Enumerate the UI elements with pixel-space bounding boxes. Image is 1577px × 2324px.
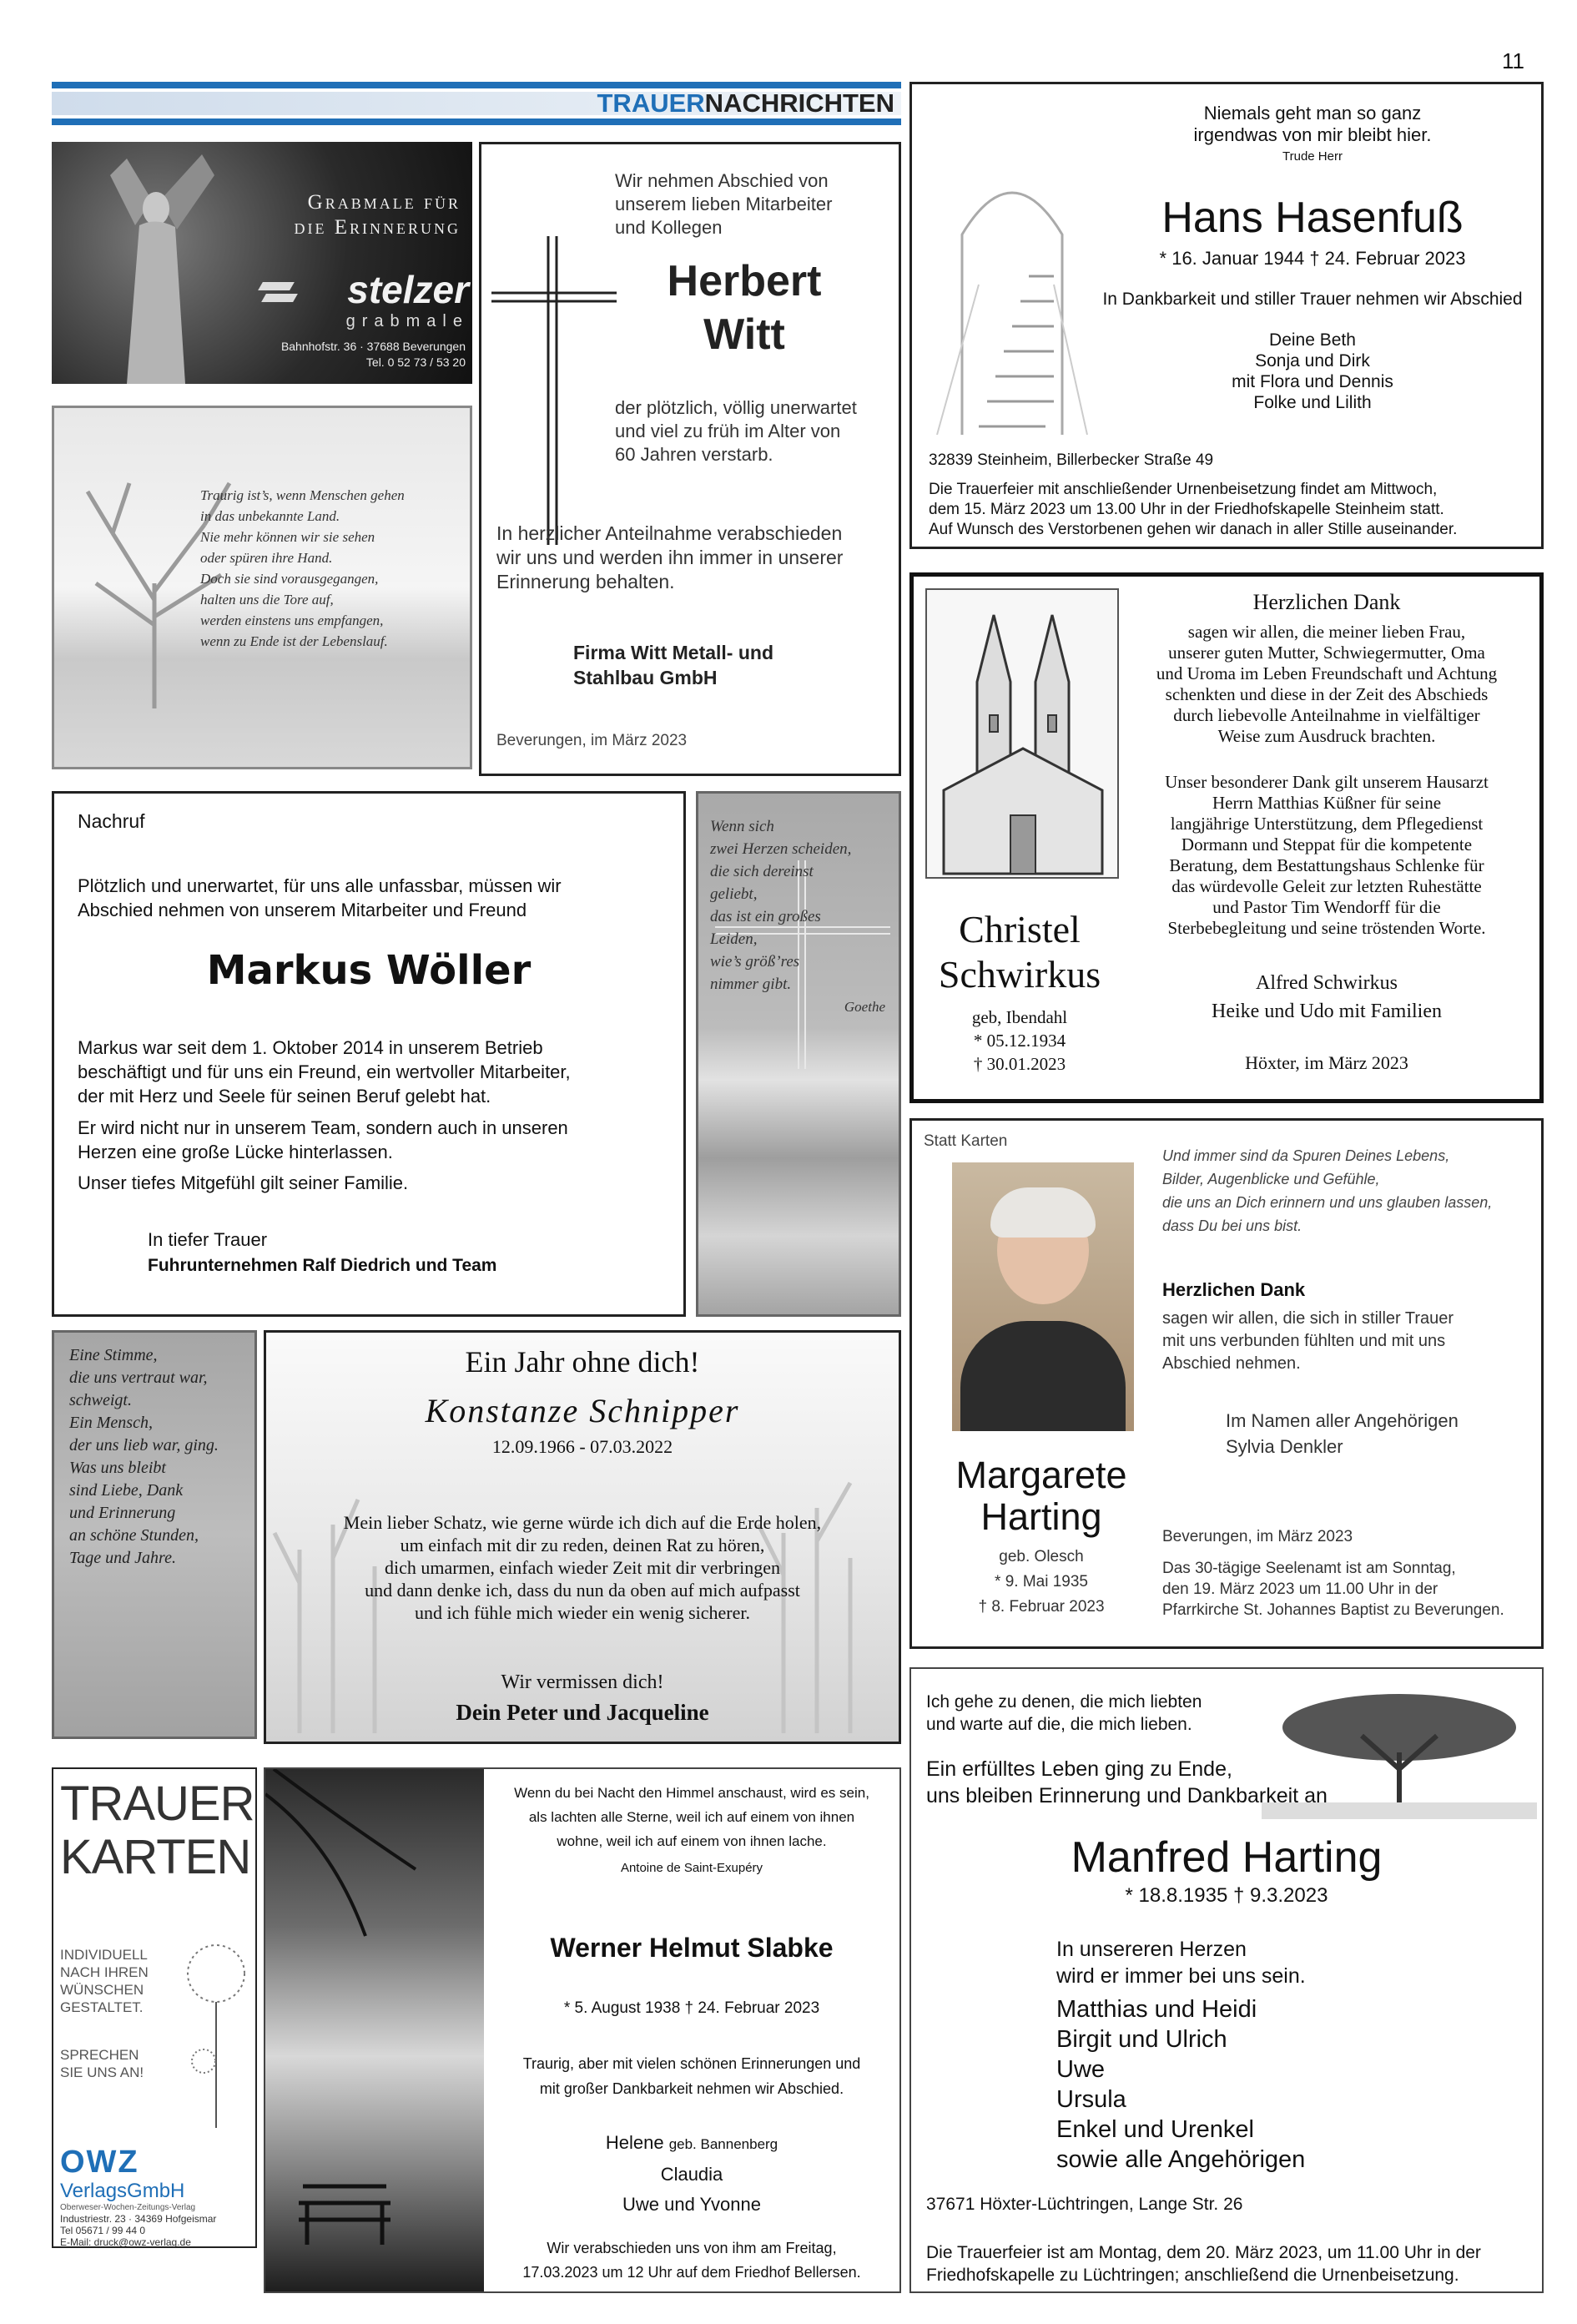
margarete-quote-line: Und immer sind da Spuren Deines Lebens, bbox=[1162, 1147, 1450, 1164]
slabke-quote-author: Antoine de Saint-Exupéry bbox=[620, 1861, 763, 1875]
owz-slogan-line: GESTALTET. bbox=[60, 1999, 144, 2015]
woeller-notice bbox=[52, 791, 686, 1317]
margarete-text-line: Abschied nehmen. bbox=[1162, 1354, 1301, 1373]
poem-line: werden einstens uns empfangen, bbox=[200, 613, 384, 628]
slabke-family-1b: geb. Bannenberg bbox=[668, 2136, 778, 2152]
slabke-family-1: Helene bbox=[605, 2132, 664, 2153]
schwirkus-place-date: Höxter, im März 2023 bbox=[1245, 1052, 1408, 1073]
stelzer-address: Bahnhofstr. 36 · 37688 Beverungen bbox=[280, 340, 466, 353]
schwirkus-text1-line: Weise zum Ausdruck brachten. bbox=[1217, 726, 1436, 746]
slabke-notice bbox=[264, 1767, 901, 2293]
slabke-quote-line: Wenn du bei Nacht den Himmel anschaust, wird es sein, bbox=[514, 1785, 869, 1801]
poem-line: Nie mehr können wir sie sehen bbox=[200, 529, 375, 545]
dandelion-icon bbox=[170, 1936, 254, 2128]
hasenfuss-quote-line: Niemals geht man so ganz bbox=[1203, 103, 1422, 124]
goethe-author: Goethe bbox=[844, 999, 885, 1015]
witt-last-name: Witt bbox=[703, 310, 785, 359]
poem2-line: schweigt. bbox=[69, 1391, 132, 1409]
schwirkus-first-name: Christel bbox=[959, 908, 1081, 950]
hasenfuss-ceremony-line: Auf Wunsch des Verstorbenen gehen wir danach in aller Stille auseinander. bbox=[929, 521, 1458, 538]
witt-text-line: der plötzlich, völlig unerwartet bbox=[615, 397, 857, 418]
goethe-line: Leiden, bbox=[710, 930, 758, 948]
hasenfuss-family-line: Sonja und Dirk bbox=[1255, 351, 1370, 371]
goethe-line: Wenn sich bbox=[710, 818, 774, 835]
margarete-harting-notice bbox=[909, 1118, 1544, 1649]
stelzer-title-line1: Grabmale für bbox=[307, 191, 461, 214]
stelzer-title-line2: die Erinnerung bbox=[294, 216, 461, 239]
owz-company-sub: Oberweser-Wochen-Zeitungs-Verlag bbox=[60, 2203, 196, 2212]
owz-phone: Tel 05671 / 99 44 0 bbox=[60, 2225, 146, 2236]
margarete-death: † 8. Februar 2023 bbox=[978, 1598, 1105, 1616]
poem-line: wenn zu Ende ist der Lebenslauf. bbox=[200, 633, 388, 649]
owz-company: VerlagsGmbH bbox=[60, 2180, 185, 2202]
hasenfuss-quote-author: Trude Herr bbox=[1282, 149, 1343, 164]
margarete-birth: * 9. Mai 1935 bbox=[995, 1573, 1088, 1591]
woeller-intro-line: Abschied nehmen von unserem Mitarbeiter und Freund bbox=[78, 900, 527, 920]
hasenfuss-dates: * 16. Januar 1944 † 24. Februar 2023 bbox=[1159, 248, 1466, 269]
goethe-line: wie’s größ’res bbox=[710, 953, 800, 970]
schnipper-text-line: um einfach mit dir zu reden, deinen Rat zu hören, bbox=[400, 1535, 765, 1555]
slabke-name: Werner Helmut Slabke bbox=[550, 1933, 834, 1963]
stelzer-brand: stelzer bbox=[347, 268, 469, 311]
margarete-quote-line: dass Du bei uns bist. bbox=[1162, 1217, 1302, 1234]
goethe-line: nimmer gibt. bbox=[710, 975, 792, 993]
poem-tree-notice bbox=[52, 406, 472, 769]
schnipper-sign: Dein Peter und Jacqueline bbox=[456, 1700, 709, 1725]
schwirkus-text2-line: Unser besonderer Dank gilt unserem Hausarzt bbox=[1165, 772, 1489, 792]
manfred-family-line: Enkel und Urenkel bbox=[1056, 2116, 1254, 2143]
poem2-line: Ein Mensch, bbox=[69, 1414, 153, 1432]
page-number: 11 bbox=[1502, 48, 1524, 73]
owz-slogan-line: NACH IHREN bbox=[60, 1964, 149, 1980]
schwirkus-signed-1: Alfred Schwirkus bbox=[1256, 972, 1398, 994]
schwirkus-notice bbox=[909, 572, 1544, 1103]
witt-closing-line: wir uns und werden ihn immer in unserer bbox=[496, 547, 844, 568]
schwirkus-text1-line: schenkten und diese in der Zeit des Abschieds bbox=[1165, 684, 1489, 704]
angel-statue-image bbox=[77, 150, 227, 384]
witt-closing-line: In herzlicher Anteilnahme verabschieden bbox=[496, 522, 843, 544]
poem2-line: Eine Stimme, bbox=[69, 1346, 158, 1364]
manfred-family-line: sowie alle Angehörigen bbox=[1056, 2146, 1306, 2173]
witt-closing-line: Erinnerung behalten. bbox=[496, 571, 675, 592]
hasenfuss-family-line: mit Flora und Dennis bbox=[1232, 372, 1393, 391]
slabke-farewell-line: Wir verabschieden uns von ihm am Freitag, bbox=[547, 2240, 837, 2256]
margarete-mass-line: Pfarrkirche St. Johannes Baptist zu Beverungen. bbox=[1162, 1601, 1504, 1619]
schwirkus-birth: * 05.12.1934 bbox=[973, 1031, 1066, 1051]
woeller-text1-line: beschäftigt und für uns ein Freund, ein wertvoller Mitarbeiter, bbox=[78, 1061, 571, 1082]
schwirkus-text2-line: Herrn Matthias Küßner für seine bbox=[1212, 793, 1442, 813]
witt-intro-line: Wir nehmen Abschied von bbox=[615, 170, 829, 191]
hasenfuss-address: 32839 Steinheim, Billerbecker Straße 49 bbox=[929, 451, 1214, 469]
manfred-family-line: Uwe bbox=[1056, 2056, 1106, 2083]
goethe-line: zwei Herzen scheiden, bbox=[710, 840, 852, 858]
schnipper-text-line: Mein lieber Schatz, wie gerne würde ich dich auf die Erde holen, bbox=[343, 1512, 822, 1533]
stelzer-logo-icon bbox=[260, 275, 295, 310]
owz-ad bbox=[52, 1767, 257, 2248]
statt-karten-label: Statt Karten bbox=[924, 1132, 1008, 1150]
poem2-line: Was uns bleibt bbox=[69, 1459, 166, 1477]
slabke-text-line: mit großer Dankbarkeit nehmen wir Abschied. bbox=[539, 2080, 844, 2097]
woeller-intro-line: Plötzlich und unerwartet, für uns alle unfassbar, müssen wir bbox=[78, 875, 562, 896]
schwirkus-text1-line: durch liebevolle Anteilnahme in vielfältiger bbox=[1173, 705, 1480, 725]
woeller-text1-line: der mit Herz und Seele für seinen Beruf gelebt hat. bbox=[78, 1086, 491, 1107]
owz-address: Industriestr. 23 · 34369 Hofgeismar bbox=[60, 2213, 217, 2225]
manfred-quote-line: und warte auf die, die mich lieben. bbox=[926, 1715, 1192, 1734]
manfred-family-line: Ursula bbox=[1056, 2086, 1126, 2113]
manfred-hearts-line: In unsereren Herzen bbox=[1056, 1938, 1247, 1961]
schwirkus-born-name: geb, Ibendahl bbox=[971, 1007, 1068, 1027]
poem-line: in das unbekannte Land. bbox=[200, 508, 340, 524]
schnipper-text-line: und ich fühle mich wieder ein wenig sicherer. bbox=[415, 1602, 750, 1623]
stairway-image bbox=[929, 118, 1096, 435]
margarete-sign-2: Sylvia Denkler bbox=[1226, 1436, 1343, 1457]
schwirkus-text2-line: langjährige Unterstützung, dem Pflegedienst bbox=[1170, 814, 1484, 834]
owz-logo: OWZ bbox=[60, 2145, 139, 2180]
manfred-harting-notice bbox=[909, 1667, 1544, 2293]
margarete-quote-line: Bilder, Augenblicke und Gefühle, bbox=[1162, 1171, 1380, 1187]
schnipper-name: Konstanze Schnipper bbox=[425, 1392, 740, 1429]
woeller-name: Markus Wöller bbox=[206, 947, 532, 994]
stelzer-ad bbox=[52, 142, 472, 384]
stelzer-sub: grabmale bbox=[345, 312, 469, 330]
schwirkus-signed-2: Heike und Udo mit Familien bbox=[1212, 1001, 1442, 1022]
woeller-text3: Unser tiefes Mitgefühl gilt seiner Familie. bbox=[78, 1172, 409, 1193]
margarete-born-name: geb. Olesch bbox=[999, 1548, 1084, 1565]
schnipper-miss: Wir vermissen dich! bbox=[501, 1671, 664, 1693]
schnipper-text-line: dich umarmen, einfach wieder Zeit mit dir verbringen bbox=[384, 1557, 781, 1578]
manfred-hearts-line: wird er immer bei uns sein. bbox=[1056, 1964, 1306, 1988]
portrait-photo bbox=[952, 1162, 1134, 1431]
witt-first-name: Herbert bbox=[667, 257, 822, 305]
slabke-family-2: Claudia bbox=[660, 2164, 723, 2185]
goethe-line: die sich dereinst bbox=[710, 863, 814, 880]
witt-company-line: Stahlbau GmbH bbox=[573, 667, 718, 688]
hasenfuss-family-line: Deine Beth bbox=[1269, 330, 1356, 350]
margarete-mass-line: den 19. März 2023 um 11.00 Uhr in der bbox=[1162, 1580, 1438, 1598]
schwirkus-death: † 30.01.2023 bbox=[973, 1054, 1066, 1074]
schwirkus-last-name: Schwirkus bbox=[938, 953, 1101, 996]
owz-call-line: SIE UNS AN! bbox=[60, 2064, 144, 2080]
poem-line: Doch sie sind vorausgegangen, bbox=[200, 571, 379, 587]
schwirkus-text1-line: unserer guten Mutter, Schwiegermutter, Oma bbox=[1168, 643, 1485, 663]
margarete-heading: Herzlichen Dank bbox=[1162, 1279, 1306, 1300]
manfred-name: Manfred Harting bbox=[1071, 1833, 1383, 1882]
section-header bbox=[52, 82, 901, 125]
margarete-last-name: Harting bbox=[980, 1495, 1102, 1538]
manfred-family-line: Matthias und Heidi bbox=[1056, 1996, 1257, 2023]
section-title-part2: NACHRICHTEN bbox=[704, 88, 894, 118]
manfred-ceremony-line: Die Trauerfeier ist am Montag, dem 20. März 2023, um 11.00 Uhr in der bbox=[926, 2243, 1481, 2262]
owz-slogan-line: WÜNSCHEN bbox=[60, 1982, 144, 1998]
owz-big-2: KARTEN bbox=[60, 1830, 251, 1884]
goethe-poem-notice bbox=[696, 791, 901, 1317]
hasenfuss-quote-line: irgendwas von mir bleibt hier. bbox=[1193, 124, 1432, 145]
margarete-quote-line: die uns an Dich erinnern und uns glauben lassen, bbox=[1162, 1194, 1493, 1211]
owz-slogan-line: INDIVIDUELL bbox=[60, 1947, 148, 1963]
schwirkus-text2-line: Beratung, dem Bestattungshaus Schlenke für bbox=[1169, 855, 1484, 875]
schwirkus-text2-line: das würdevolle Geleit zur letzten Ruhestätte bbox=[1171, 876, 1482, 896]
schnipper-text-line: und dann denke ich, dass du nun da oben auf mich aufpasst bbox=[365, 1580, 800, 1601]
woeller-text2-line: Er wird nicht nur in unserem Team, sondern auch in unseren bbox=[78, 1117, 568, 1138]
manfred-address: 37671 Höxter-Lüchtringen, Lange Str. 26 bbox=[926, 2195, 1243, 2214]
witt-notice bbox=[479, 142, 901, 776]
slabke-farewell-line: 17.03.2023 um 12 Uhr auf dem Friedhof Bellersen. bbox=[522, 2264, 861, 2281]
hasenfuss-family-line: Folke und Lilith bbox=[1253, 393, 1372, 412]
poem2-line: an schöne Stunden, bbox=[69, 1526, 199, 1545]
goethe-line: geliebt, bbox=[710, 885, 758, 903]
margarete-text-line: sagen wir allen, die sich in stiller Trauer bbox=[1162, 1309, 1454, 1328]
witt-place-date: Beverungen, im März 2023 bbox=[496, 732, 688, 749]
slabke-text-line: Traurig, aber mit vielen schönen Erinnerungen und bbox=[522, 2055, 861, 2072]
section-title-part1: TRAUER bbox=[597, 88, 705, 118]
hasenfuss-notice bbox=[909, 82, 1544, 549]
manfred-quote-line: Ich gehe zu denen, die mich liebten bbox=[926, 1692, 1202, 1711]
poem2-line: die uns vertraut war, bbox=[69, 1369, 208, 1387]
owz-big-1: TRAUER bbox=[60, 1777, 254, 1831]
slabke-quote-line: als lachten alle Sterne, weil ich auf einem von ihnen bbox=[528, 1809, 855, 1825]
manfred-intro-line: uns bleiben Erinnerung und Dankbarkeit an bbox=[926, 1784, 1328, 1807]
slabke-quote-line: wohne, weil ich auf einem von ihnen lache. bbox=[557, 1833, 827, 1849]
slabke-family-3: Uwe und Yvonne bbox=[622, 2194, 761, 2215]
schwirkus-heading: Herzlichen Dank bbox=[1252, 590, 1401, 614]
hasenfuss-ceremony-line: dem 15. März 2023 um 13.00 Uhr in der Friedhofskapelle Steinheim statt. bbox=[929, 501, 1444, 518]
church-drawing-image bbox=[925, 588, 1119, 879]
woeller-text2-line: Herzen eine große Lücke hinterlassen. bbox=[78, 1142, 393, 1162]
stelzer-phone: Tel. 0 52 73 / 53 20 bbox=[365, 355, 466, 369]
schwirkus-text1-line: sagen wir allen, die meiner lieben Frau, bbox=[1187, 622, 1466, 642]
woeller-sign-1: In tiefer Trauer bbox=[148, 1229, 268, 1250]
hasenfuss-text: In Dankbarkeit und stiller Trauer nehmen wir Abschied bbox=[1102, 290, 1523, 309]
poem-line: halten uns die Tore auf, bbox=[200, 592, 334, 607]
hasenfuss-name: Hans Hasenfuß bbox=[1161, 194, 1464, 242]
owz-email: E-Mail: druck@owz-verlag.de bbox=[60, 2236, 191, 2248]
poem2-line: und Erinnerung bbox=[69, 1504, 176, 1522]
owz-call-line: SPRECHEN bbox=[60, 2047, 139, 2063]
witt-intro-line: und Kollegen bbox=[615, 217, 723, 238]
poem-gray-notice bbox=[52, 1330, 257, 1739]
slabke-dates: * 5. August 1938 † 24. Februar 2023 bbox=[563, 1999, 820, 2017]
poem-line: oder spüren ihre Hand. bbox=[200, 550, 333, 566]
schwirkus-text2-line: und Pastor Tim Wendorff für die bbox=[1212, 897, 1441, 917]
margarete-first-name: Margarete bbox=[955, 1454, 1127, 1496]
manfred-family-line: Birgit und Ulrich bbox=[1056, 2026, 1227, 2053]
schwirkus-text2-line: Sterbebegleitung und seine tröstenden Worte. bbox=[1167, 918, 1486, 938]
witt-text-line: 60 Jahren verstarb. bbox=[615, 444, 773, 465]
margarete-sign-1: Im Namen aller Angehörigen bbox=[1226, 1410, 1459, 1431]
poem2-line: sind Liebe, Dank bbox=[69, 1481, 184, 1500]
witt-intro-line: unserem lieben Mitarbeiter bbox=[615, 194, 833, 214]
witt-text-line: und viel zu früh im Alter von bbox=[615, 421, 841, 441]
schwirkus-text1-line: und Uroma im Leben Freundschaft und Achtung bbox=[1156, 663, 1498, 683]
margarete-place-date: Beverungen, im März 2023 bbox=[1162, 1528, 1353, 1545]
cross-icon bbox=[491, 236, 617, 545]
woeller-text1-line: Markus war seit dem 1. Oktober 2014 in unserem Betrieb bbox=[78, 1037, 543, 1058]
schnipper-notice bbox=[264, 1330, 901, 1744]
manfred-intro-line: Ein erfülltes Leben ging zu Ende, bbox=[926, 1757, 1232, 1781]
woeller-sign-2: Fuhrunternehmen Ralf Diedrich und Team bbox=[148, 1256, 497, 1275]
margarete-text-line: mit uns verbunden fühlten und mit uns bbox=[1162, 1332, 1446, 1350]
woeller-heading: Nachruf bbox=[78, 810, 145, 832]
hasenfuss-ceremony-line: Die Trauerfeier mit anschließender Urnenbeisetzung findet am Mittwoch, bbox=[929, 481, 1438, 498]
poem2-line: Tage und Jahre. bbox=[69, 1549, 176, 1567]
witt-company-line: Firma Witt Metall- und bbox=[573, 642, 774, 663]
manfred-ceremony-line: Friedhofskapelle zu Lüchtringen; anschließend die Urnenbeisetzung. bbox=[926, 2266, 1459, 2285]
schnipper-dates: 12.09.1966 - 07.03.2022 bbox=[491, 1436, 673, 1457]
bench-landscape-image bbox=[265, 1769, 484, 2291]
manfred-dates: * 18.8.1935 † 9.3.2023 bbox=[1125, 1884, 1328, 1907]
schnipper-heading: Ein Jahr ohne dich! bbox=[465, 1345, 700, 1379]
poem-line: Traurig ist’s, wenn Menschen gehen bbox=[200, 487, 405, 503]
margarete-mass-line: Das 30-tägige Seelenamt ist am Sonntag, bbox=[1162, 1560, 1456, 1577]
goethe-line: das ist ein großes bbox=[710, 908, 821, 925]
schwirkus-text2-line: Dormann und Steppat für die kompetente bbox=[1181, 834, 1473, 854]
poem2-line: der uns lieb war, ging. bbox=[69, 1436, 219, 1454]
